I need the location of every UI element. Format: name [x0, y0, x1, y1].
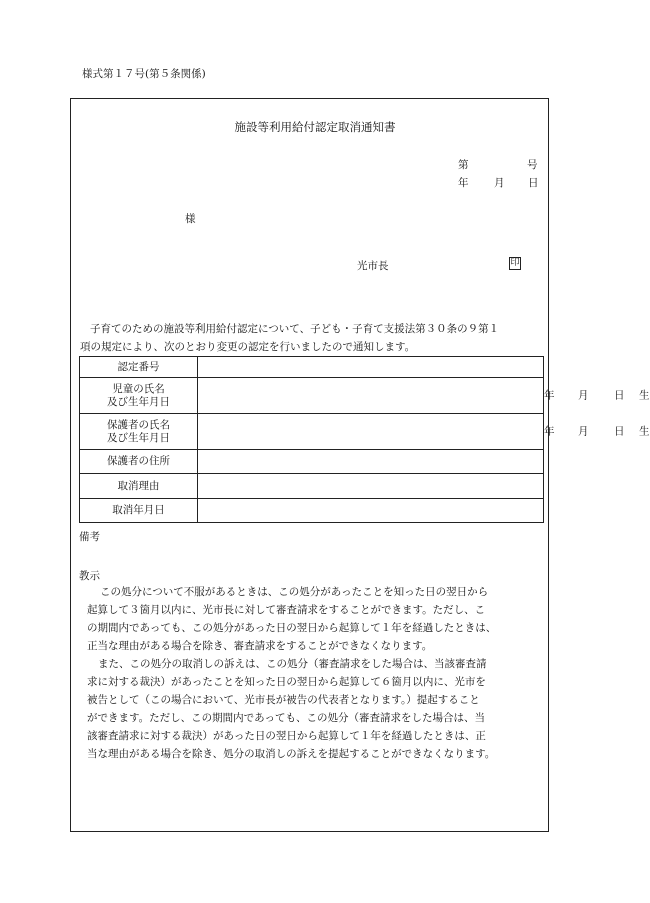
- birth-year-label: 年: [544, 389, 555, 401]
- table-row: [80, 357, 544, 378]
- row-label-line: 児童の氏名: [112, 382, 165, 395]
- cancellation-date-field: [198, 499, 544, 523]
- seal-stamp-icon: 印: [510, 258, 520, 268]
- table-row: [80, 378, 544, 414]
- instruction-line: の期間内であっても、この処分があった日の翌日から起算して１年を経過したときは、: [87, 622, 497, 634]
- birth-suffix-label: 生: [639, 425, 650, 437]
- instruction-line: 被告として（この場合において、光市長が被告の代表者となります。）提起すること: [87, 694, 480, 706]
- table-row: [80, 499, 544, 523]
- row-label: [80, 414, 198, 450]
- row-label: [80, 378, 198, 414]
- instruction-line: 起算して３箇月以内に、光市長に対して審査請求をすることができます。ただし、こ: [87, 604, 486, 616]
- instruction-line: 当な理由がある場合を除き、処分の取消しの訴えを提起することができなくなります。: [87, 748, 496, 760]
- issue-date-month: 月: [494, 177, 505, 189]
- cancellation-reason-field: [198, 474, 544, 499]
- document-number-prefix: 第: [458, 159, 469, 171]
- row-label: 認定番号: [80, 357, 198, 378]
- row-label-line: 保護者の氏名: [107, 418, 170, 431]
- issue-date-year: 年: [458, 177, 469, 189]
- child-name-birthdate-field: [198, 378, 650, 414]
- recipient-honorific: 様: [185, 213, 196, 225]
- birth-month-label: 月: [578, 389, 589, 401]
- birth-year-label: 年: [544, 425, 555, 437]
- instruction-label: 教示: [79, 570, 100, 582]
- row-label-line: 及び生年月日: [107, 395, 170, 408]
- instruction-line: また、この処分の取消しの訴えは、この処分（審査請求をした場合は、当該審査請: [98, 658, 487, 670]
- guardian-name-birthdate-field: [198, 414, 650, 450]
- info-table: [79, 356, 650, 523]
- instruction-line: 該審査請求に対する裁決）があった日の翌日から起算して１年を経過したときは、正: [87, 730, 486, 742]
- document-title: 施設等利用給付認定取消通知書: [234, 120, 396, 134]
- row-label: 取消理由: [80, 474, 198, 499]
- row-label-line: 及び生年月日: [107, 431, 170, 444]
- instruction-line: 正当な理由がある場合を除き、審査請求をすることができなくなります。: [87, 640, 433, 652]
- document-number-suffix: 号: [527, 159, 538, 171]
- birth-month-label: 月: [578, 425, 589, 437]
- certification-number-field: [198, 357, 544, 378]
- notes-label: 備考: [79, 531, 100, 543]
- table-row: [80, 414, 544, 450]
- table-row: [80, 450, 544, 474]
- table-row: [80, 474, 544, 499]
- body-text-line: 項の規定により、次のとおり変更の認定を行いましたので通知します。: [80, 341, 416, 353]
- row-label: 保護者の住所: [80, 450, 198, 474]
- sender-name: 光市長: [357, 260, 389, 272]
- guardian-address-field: [198, 450, 544, 474]
- instruction-line: この処分について不服があるときは、この処分があったことを知った日の翌日から: [100, 586, 489, 598]
- row-label: 取消年月日: [80, 499, 198, 523]
- form-number-label: 様式第１７号(第５条関係): [82, 68, 206, 80]
- birth-day-label: 日: [614, 389, 625, 401]
- instruction-line: 求に対する裁決）があったことを知った日の翌日から起算して６箇月以内に、光市を: [87, 676, 486, 688]
- body-text-line: 子育てのための施設等利用給付認定について、子ども・子育て支援法第３０条の９第１: [90, 323, 500, 335]
- birth-day-label: 日: [614, 425, 625, 437]
- instruction-line: ができます。ただし、この期間内であっても、この処分（審査請求をした場合は、当: [87, 712, 486, 724]
- birth-suffix-label: 生: [639, 389, 650, 401]
- issue-date-day: 日: [528, 177, 539, 189]
